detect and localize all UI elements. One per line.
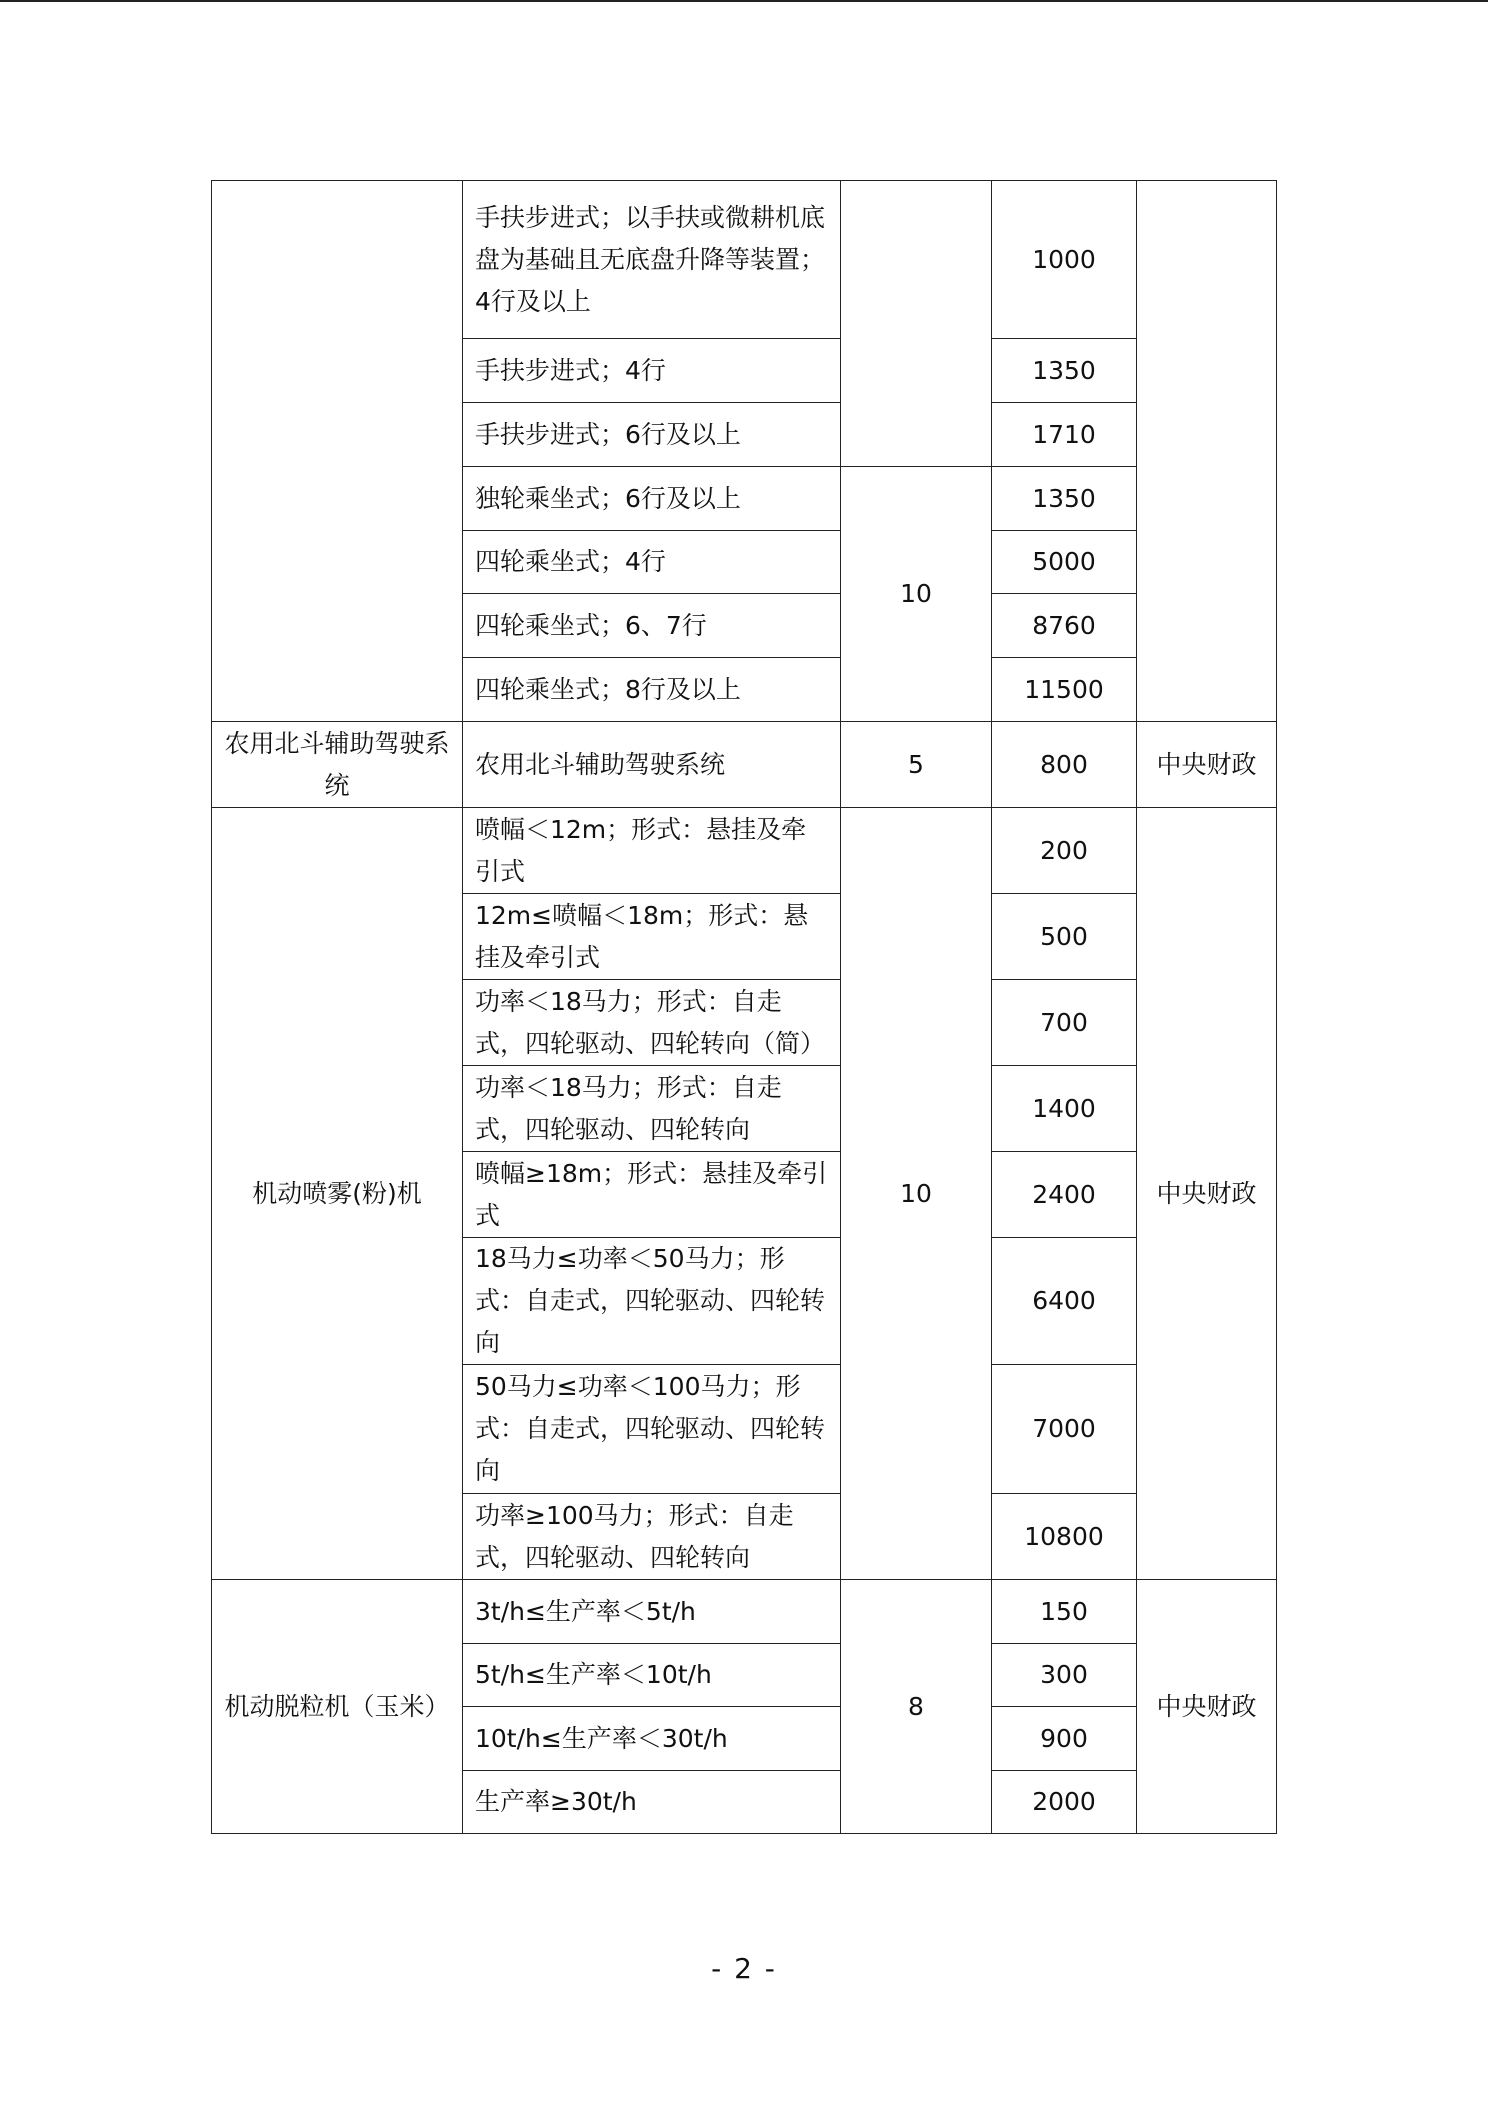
item-name-cell: 农用北斗辅助驾驶系统 <box>212 722 463 808</box>
funding-source-cell: 中央财政 <box>1137 722 1277 808</box>
amount-cell: 10800 <box>992 1494 1137 1580</box>
amount-cell: 1350 <box>992 467 1137 531</box>
rate-cell <box>841 181 992 467</box>
spec-cell: 功率＜18马力；形式：自走式，四轮驱动、四轮转向（简） <box>463 980 841 1066</box>
spec-cell: 手扶步进式；4行 <box>463 339 841 403</box>
amount-cell: 1000 <box>992 181 1137 339</box>
rate-cell: 8 <box>841 1580 992 1834</box>
spec-cell: 独轮乘坐式；6行及以上 <box>463 467 841 531</box>
spec-cell: 功率＜18马力；形式：自走式，四轮驱动、四轮转向 <box>463 1066 841 1152</box>
spec-cell: 3t/h≤生产率＜5t/h <box>463 1580 841 1644</box>
spec-cell: 喷幅≥18m；形式：悬挂及牵引式 <box>463 1152 841 1238</box>
spec-cell: 5t/h≤生产率＜10t/h <box>463 1644 841 1707</box>
amount-cell: 200 <box>992 808 1137 894</box>
subsidy-table <box>211 180 1277 1834</box>
spec-cell: 喷幅＜12m；形式：悬挂及牵引式 <box>463 808 841 894</box>
rate-cell: 10 <box>841 467 992 722</box>
funding-source-cell <box>1137 181 1277 722</box>
item-name-cell: 机动脱粒机（玉米） <box>212 1580 463 1834</box>
amount-cell: 500 <box>992 894 1137 980</box>
table-row <box>212 808 1277 894</box>
spec-cell: 手扶步进式；6行及以上 <box>463 403 841 467</box>
amount-cell: 150 <box>992 1580 1137 1644</box>
spec-cell: 农用北斗辅助驾驶系统 <box>463 722 841 808</box>
rate-cell: 10 <box>841 808 992 1580</box>
amount-cell: 700 <box>992 980 1137 1066</box>
amount-cell: 1350 <box>992 339 1137 403</box>
amount-cell: 2400 <box>992 1152 1137 1238</box>
spec-cell: 10t/h≤生产率＜30t/h <box>463 1707 841 1771</box>
rate-cell: 5 <box>841 722 992 808</box>
spec-cell: 四轮乘坐式；6、7行 <box>463 594 841 658</box>
amount-cell: 1400 <box>992 1066 1137 1152</box>
spec-cell: 四轮乘坐式；4行 <box>463 531 841 594</box>
amount-cell: 7000 <box>992 1365 1137 1494</box>
item-name-cell: 机动喷雾(粉)机 <box>212 808 463 1580</box>
spec-cell: 生产率≥30t/h <box>463 1771 841 1834</box>
amount-cell: 900 <box>992 1707 1137 1771</box>
table-row <box>212 1580 1277 1644</box>
page-number: - 2 - <box>711 1952 777 1985</box>
spec-cell: 50马力≤功率＜100马力；形式：自走式，四轮驱动、四轮转向 <box>463 1365 841 1494</box>
amount-cell: 800 <box>992 722 1137 808</box>
table-row <box>212 181 1277 339</box>
amount-cell: 6400 <box>992 1238 1137 1365</box>
table-row <box>212 722 1277 808</box>
funding-source-cell: 中央财政 <box>1137 1580 1277 1834</box>
funding-source-cell: 中央财政 <box>1137 808 1277 1580</box>
amount-cell: 11500 <box>992 658 1137 722</box>
amount-cell: 300 <box>992 1644 1137 1707</box>
amount-cell: 5000 <box>992 531 1137 594</box>
amount-cell: 8760 <box>992 594 1137 658</box>
top-border-line <box>0 0 1488 2</box>
amount-cell: 2000 <box>992 1771 1137 1834</box>
amount-cell: 1710 <box>992 403 1137 467</box>
spec-cell: 四轮乘坐式；8行及以上 <box>463 658 841 722</box>
spec-cell: 手扶步进式；以手扶或微耕机底盘为基础且无底盘升降等装置；4行及以上 <box>463 181 841 339</box>
spec-cell: 12m≤喷幅＜18m；形式：悬挂及牵引式 <box>463 894 841 980</box>
spec-cell: 功率≥100马力；形式：自走式，四轮驱动、四轮转向 <box>463 1494 841 1580</box>
item-name-cell <box>212 181 463 722</box>
spec-cell: 18马力≤功率＜50马力；形式：自走式，四轮驱动、四轮转向 <box>463 1238 841 1365</box>
